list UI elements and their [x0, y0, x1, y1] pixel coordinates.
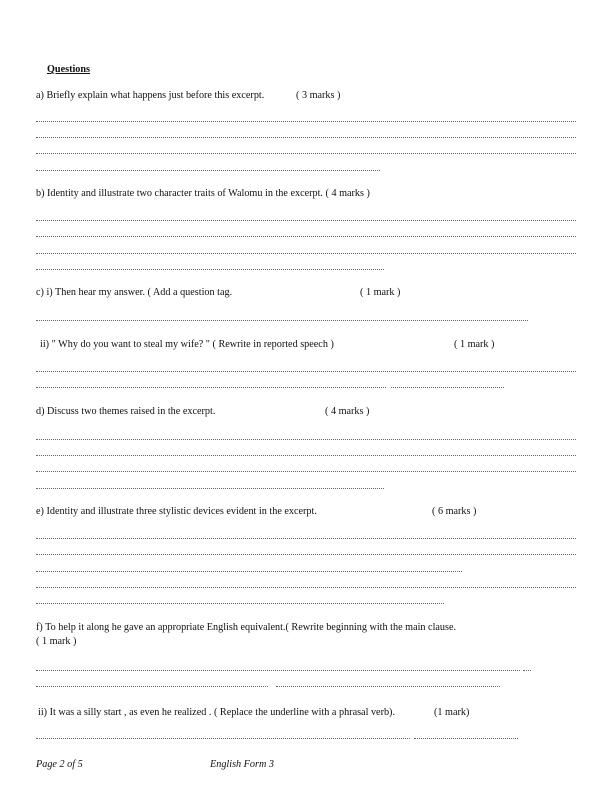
answer-line[interactable]	[36, 269, 384, 270]
question-c-i-marks: ( 1 mark )	[360, 287, 401, 298]
answer-line[interactable]	[36, 571, 462, 572]
answer-line[interactable]	[36, 686, 268, 687]
question-a-marks: ( 3 marks )	[296, 90, 341, 101]
question-c-ii: ii) " Why do you want to steal my wife? " ( Rewrite in reported speech )	[40, 339, 334, 350]
question-d: d) Discuss two themes raised in the excerpt.	[36, 406, 216, 417]
answer-line[interactable]	[36, 670, 520, 671]
answer-line[interactable]	[36, 387, 386, 388]
question-f-i: f) To help it along he gave an appropriate English equivalent.( Rewrite beginning with the main clause.	[36, 622, 457, 633]
question-f-i-marks: ( 1 mark )	[36, 636, 77, 647]
answer-line[interactable]	[276, 686, 500, 687]
question-a: a) Briefly explain what happens just before this excerpt.	[36, 90, 265, 101]
answer-line[interactable]	[36, 488, 384, 489]
answer-line[interactable]	[36, 455, 576, 456]
answer-line[interactable]	[36, 121, 576, 122]
question-e: e) Identity and illustrate three stylistic devices evident in the excerpt.	[36, 506, 317, 517]
question-c-ii-marks: ( 1 mark )	[454, 339, 495, 350]
question-f-ii-marks: (1 mark)	[434, 707, 470, 718]
answer-line[interactable]	[36, 320, 528, 321]
question-f-ii: ii) It was a silly start , as even he realized . ( Replace the underline with a phrasal verb).	[38, 707, 395, 718]
answer-line[interactable]	[414, 738, 518, 739]
answer-line[interactable]	[36, 587, 576, 588]
answer-line[interactable]	[391, 387, 504, 388]
answer-line[interactable]	[36, 538, 576, 539]
answer-line[interactable]	[36, 738, 410, 739]
answer-line[interactable]	[36, 137, 576, 138]
answer-line[interactable]	[36, 471, 576, 472]
answer-line[interactable]	[36, 236, 576, 237]
answer-line[interactable]	[36, 220, 576, 221]
answer-line[interactable]	[36, 554, 576, 555]
answer-line[interactable]	[36, 603, 444, 604]
question-e-marks: ( 6 marks )	[432, 506, 477, 517]
answer-line[interactable]	[36, 371, 576, 372]
footer-subject: English Form 3	[210, 759, 274, 770]
footer-page-number: Page 2 of 5	[36, 759, 83, 770]
answer-line[interactable]	[36, 439, 576, 440]
question-d-marks: ( 4 marks )	[325, 406, 370, 417]
question-b: b) Identity and illustrate two character traits of Walomu in the excerpt. ( 4 marks )	[36, 188, 370, 199]
questions-heading: Questions	[47, 64, 91, 75]
answer-line[interactable]	[523, 670, 531, 671]
question-c-i: c) i) Then hear my answer. ( Add a question tag.	[36, 287, 233, 298]
answer-line[interactable]	[36, 170, 380, 171]
answer-line[interactable]	[36, 253, 576, 254]
answer-line[interactable]	[36, 153, 576, 154]
